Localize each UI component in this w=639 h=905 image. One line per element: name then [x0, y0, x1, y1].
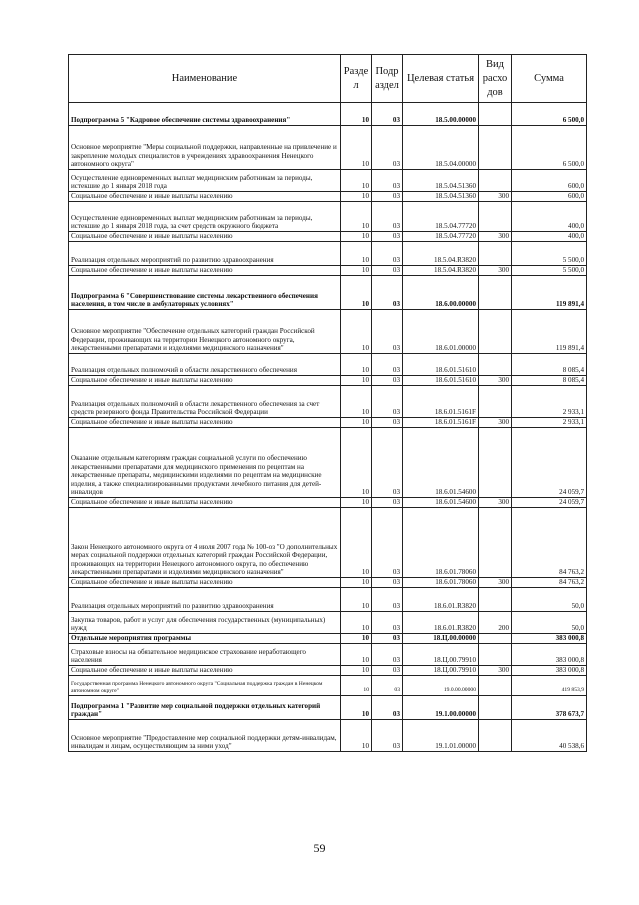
cell-section: 10 — [341, 242, 372, 266]
cell-subsection: 03 — [372, 666, 403, 676]
cell-section: 10 — [341, 612, 372, 634]
cell-section: 10 — [341, 720, 372, 752]
cell-section: 10 — [341, 266, 372, 276]
cell-type — [479, 276, 512, 310]
header-subsection: Подр аздел — [372, 55, 403, 103]
table-row — [69, 103, 587, 126]
cell-section: 10 — [341, 644, 372, 666]
table-row — [69, 720, 587, 752]
cell-sum: 84 763,2 — [512, 508, 587, 578]
cell-name: Основное мероприятие "Меры социальной поддержки, направленные на привлечение и закрепление молодых специалистов в учреждениях здравоохранения Ненецкого автономного округа" — [69, 126, 341, 170]
cell-name: Страховые взносы на обязательное медицинское страхование неработающего населения — [69, 644, 341, 666]
cell-type: 300 — [479, 498, 512, 508]
cell-type — [479, 696, 512, 720]
cell-sum: 400,0 — [512, 232, 587, 242]
cell-target: 18.6.01.78060 — [403, 508, 479, 578]
cell-section: 10 — [341, 386, 372, 418]
cell-subsection: 03 — [372, 376, 403, 386]
cell-target: 18.5.04.51360 — [403, 170, 479, 192]
cell-type — [479, 126, 512, 170]
cell-sum: 2 933,1 — [512, 386, 587, 418]
cell-sum: 383 000,8 — [512, 644, 587, 666]
cell-name: Основное мероприятие "Обеспечение отдельных категорий граждан Российской Федерации, проживающих на территории Ненецкого автономного округа, лекарственными препаратами и изделиями медицинского назначения" — [69, 310, 341, 354]
cell-sum: 378 673,7 — [512, 696, 587, 720]
cell-section: 10 — [341, 354, 372, 376]
cell-subsection: 03 — [372, 242, 403, 266]
cell-type — [479, 720, 512, 752]
cell-type — [479, 354, 512, 376]
cell-name: Осуществление единовременных выплат медицинским работникам за периоды, истекшие до 1 января 2018 года, за счет средств окружного бюджета — [69, 202, 341, 232]
cell-type: 300 — [479, 232, 512, 242]
table-row — [69, 696, 587, 720]
cell-target: 18.6.01.78060 — [403, 578, 479, 588]
cell-section: 10 — [341, 696, 372, 720]
table-row — [69, 126, 587, 170]
cell-section: 10 — [341, 418, 372, 428]
cell-target: 18.6.01.54600 — [403, 428, 479, 498]
cell-subsection: 03 — [372, 644, 403, 666]
cell-subsection: 03 — [372, 170, 403, 192]
cell-name: Социальное обеспечение и иные выплаты населению — [69, 498, 341, 508]
table-row — [69, 310, 587, 354]
cell-sum: 8 085,4 — [512, 354, 587, 376]
cell-subsection: 03 — [372, 202, 403, 232]
table-row — [69, 676, 587, 696]
cell-name: Закупка товаров, работ и услуг для обеспечения государственных (муниципальных) нужд — [69, 612, 341, 634]
cell-subsection: 03 — [372, 103, 403, 126]
header-sum: Сумма — [512, 55, 587, 103]
cell-section: 10 — [341, 428, 372, 498]
cell-target: 18.6.00.00000 — [403, 276, 479, 310]
cell-sum: 400,0 — [512, 202, 587, 232]
cell-type — [479, 676, 512, 696]
budget-table-sheet — [68, 54, 586, 752]
cell-subsection: 03 — [372, 588, 403, 612]
header-target: Целевая статья — [403, 55, 479, 103]
cell-name: Реализация отдельных полномочий в области лекарственного обеспечения — [69, 354, 341, 376]
cell-target: 18.5.04.77720 — [403, 232, 479, 242]
cell-target: 18.6.01.5161F — [403, 418, 479, 428]
cell-sum: 50,0 — [512, 612, 587, 634]
cell-section: 10 — [341, 634, 372, 644]
cell-name: Закон Ненецкого автономного округа от 4 июля 2007 года № 100-оз "О дополнительных мерах социальной поддержки отдельных категорий граждан Российской Федерации, проживающих на территории Ненецкого автономного округа, по обеспечению лекарственными препаратами и изделиями медицинского назначения" — [69, 508, 341, 578]
cell-name: Реализация отдельных мероприятий по развитию здравоохранения — [69, 588, 341, 612]
table-row — [69, 666, 587, 676]
cell-sum: 24 059,7 — [512, 428, 587, 498]
cell-type — [479, 508, 512, 578]
table-row — [69, 192, 587, 202]
cell-target: 18.6.01.5161F — [403, 386, 479, 418]
cell-sum: 600,0 — [512, 192, 587, 202]
header-type: Вид расхо дов — [479, 55, 512, 103]
cell-type — [479, 202, 512, 232]
cell-type — [479, 310, 512, 354]
cell-name: Реализация отдельных полномочий в области лекарственного обеспечения за счет средств резервного фонда Правительства Российской Федерации — [69, 386, 341, 418]
cell-section: 10 — [341, 170, 372, 192]
cell-section: 10 — [341, 232, 372, 242]
cell-target: 18.Ц.00.79910 — [403, 666, 479, 676]
cell-type — [479, 634, 512, 644]
cell-name: Социальное обеспечение и иные выплаты населению — [69, 418, 341, 428]
cell-sum: 6 500,0 — [512, 126, 587, 170]
cell-target: 19.1.01.00000 — [403, 720, 479, 752]
cell-name: Оказание отдельным категориям граждан социальной услуги по обеспечению лекарственными препаратами для медицинского применения по рецептам на лекарственные препараты, медицинскими изделиями по рецептам на медицинские изделия, а также специализированными продуктами лечебного питания для детей-инвалидов — [69, 428, 341, 498]
cell-name: Подпрограмма 6 "Совершенствование системы лекарственного обеспечения населения, в том числе в амбулаторных условиях" — [69, 276, 341, 310]
cell-section: 10 — [341, 588, 372, 612]
cell-type: 300 — [479, 666, 512, 676]
table-header-row — [69, 55, 587, 103]
cell-sum: 5 500,0 — [512, 266, 587, 276]
cell-subsection: 03 — [372, 418, 403, 428]
budget-table — [68, 54, 587, 752]
cell-subsection: 03 — [372, 634, 403, 644]
table-row — [69, 376, 587, 386]
cell-type — [479, 242, 512, 266]
cell-subsection: 03 — [372, 192, 403, 202]
cell-name: Социальное обеспечение и иные выплаты населению — [69, 376, 341, 386]
cell-sum: 119 891,4 — [512, 310, 587, 354]
cell-target: 19.0.00.00000 — [403, 676, 479, 696]
cell-name: Социальное обеспечение и иные выплаты населению — [69, 666, 341, 676]
table-row — [69, 232, 587, 242]
cell-target: 18.6.01.54600 — [403, 498, 479, 508]
cell-sum: 2 933,1 — [512, 418, 587, 428]
cell-subsection: 03 — [372, 266, 403, 276]
page-number: 59 — [313, 841, 326, 855]
header-name: Наименование — [69, 55, 341, 103]
cell-section: 10 — [341, 276, 372, 310]
table-row — [69, 612, 587, 634]
table-row — [69, 242, 587, 266]
table-row — [69, 578, 587, 588]
cell-name: Социальное обеспечение и иные выплаты населению — [69, 266, 341, 276]
table-row — [69, 202, 587, 232]
cell-target: 18.Ц.00.00000 — [403, 634, 479, 644]
cell-subsection: 03 — [372, 498, 403, 508]
table-row — [69, 386, 587, 418]
cell-sum: 40 538,6 — [512, 720, 587, 752]
table-body — [69, 103, 587, 752]
cell-subsection: 03 — [372, 428, 403, 498]
table-row — [69, 418, 587, 428]
cell-target: 19.1.00.00000 — [403, 696, 479, 720]
table-row — [69, 170, 587, 192]
cell-target: 18.6.01.R3820 — [403, 612, 479, 634]
cell-section: 10 — [341, 498, 372, 508]
cell-sum: 84 763,2 — [512, 578, 587, 588]
cell-sum: 8 085,4 — [512, 376, 587, 386]
cell-section: 10 — [341, 666, 372, 676]
cell-name: Социальное обеспечение и иные выплаты населению — [69, 232, 341, 242]
cell-sum: 383 000,8 — [512, 634, 587, 644]
header-section: Разде л — [341, 55, 372, 103]
cell-type: 200 — [479, 612, 512, 634]
cell-type — [479, 588, 512, 612]
cell-subsection: 03 — [372, 386, 403, 418]
cell-name: Подпрограмма 5 "Кадровое обеспечение системы здравоохранения" — [69, 103, 341, 126]
cell-name: Социальное обеспечение и иные выплаты населению — [69, 192, 341, 202]
cell-sum: 119 891,4 — [512, 276, 587, 310]
cell-target: 18.5.04.51360 — [403, 192, 479, 202]
cell-target: 18.5.00.00000 — [403, 103, 479, 126]
table-row — [69, 644, 587, 666]
cell-subsection: 03 — [372, 720, 403, 752]
cell-type: 300 — [479, 192, 512, 202]
cell-section: 10 — [341, 202, 372, 232]
cell-sum: 419 853,9 — [512, 676, 587, 696]
table-row — [69, 266, 587, 276]
cell-subsection: 03 — [372, 508, 403, 578]
cell-section: 10 — [341, 126, 372, 170]
cell-name: Осуществление единовременных выплат медицинским работникам за периоды, истекшие до 1 января 2018 года — [69, 170, 341, 192]
cell-sum: 5 500,0 — [512, 242, 587, 266]
table-row — [69, 508, 587, 578]
cell-target: 18.6.01.R3820 — [403, 588, 479, 612]
cell-name: Реализация отдельных мероприятий по развитию здравоохранения — [69, 242, 341, 266]
cell-subsection: 03 — [372, 310, 403, 354]
cell-sum: 50,0 — [512, 588, 587, 612]
cell-sum: 600,0 — [512, 170, 587, 192]
cell-section: 10 — [341, 376, 372, 386]
cell-name: Основное мероприятие "Предоставление мер социальной поддержки детям-инвалидам, инвалидам и лицам, осуществляющим за ними уход" — [69, 720, 341, 752]
table-row — [69, 428, 587, 498]
cell-type — [479, 170, 512, 192]
cell-target: 18.5.04.00000 — [403, 126, 479, 170]
cell-subsection: 03 — [372, 696, 403, 720]
cell-subsection: 03 — [372, 676, 403, 696]
cell-subsection: 03 — [372, 232, 403, 242]
cell-type: 300 — [479, 266, 512, 276]
cell-target: 18.6.01.51610 — [403, 376, 479, 386]
cell-type — [479, 386, 512, 418]
cell-type — [479, 103, 512, 126]
cell-target: 18.5.04.R3820 — [403, 242, 479, 266]
cell-type: 300 — [479, 376, 512, 386]
cell-subsection: 03 — [372, 612, 403, 634]
cell-sum: 24 059,7 — [512, 498, 587, 508]
cell-section: 10 — [341, 310, 372, 354]
cell-type — [479, 428, 512, 498]
cell-target: 18.5.04.77720 — [403, 202, 479, 232]
cell-target: 18.6.01.00000 — [403, 310, 479, 354]
cell-sum: 383 000,8 — [512, 666, 587, 676]
cell-name: Государственная программа Ненецкого автономного округа "Социальная поддержка граждан в Ненецком автономном округе" — [69, 676, 341, 696]
cell-section: 10 — [341, 192, 372, 202]
cell-target: 18.5.04.R3820 — [403, 266, 479, 276]
cell-type — [479, 644, 512, 666]
cell-section: 10 — [341, 676, 372, 696]
cell-type: 300 — [479, 578, 512, 588]
cell-target: 18.6.01.51610 — [403, 354, 479, 376]
table-row — [69, 498, 587, 508]
cell-target: 18.Ц.00.79910 — [403, 644, 479, 666]
cell-subsection: 03 — [372, 126, 403, 170]
cell-subsection: 03 — [372, 578, 403, 588]
table-row — [69, 354, 587, 376]
cell-section: 10 — [341, 508, 372, 578]
cell-name: Подпрограмма 1 "Развитие мер социальной поддержки отдельных категорий граждан" — [69, 696, 341, 720]
table-row — [69, 276, 587, 310]
table-row — [69, 634, 587, 644]
cell-type: 300 — [479, 418, 512, 428]
cell-sum: 6 500,0 — [512, 103, 587, 126]
cell-section: 10 — [341, 578, 372, 588]
cell-name: Социальное обеспечение и иные выплаты населению — [69, 578, 341, 588]
cell-subsection: 03 — [372, 276, 403, 310]
table-row — [69, 588, 587, 612]
cell-section: 10 — [341, 103, 372, 126]
cell-subsection: 03 — [372, 354, 403, 376]
cell-name: Отдельные мероприятия программы — [69, 634, 341, 644]
